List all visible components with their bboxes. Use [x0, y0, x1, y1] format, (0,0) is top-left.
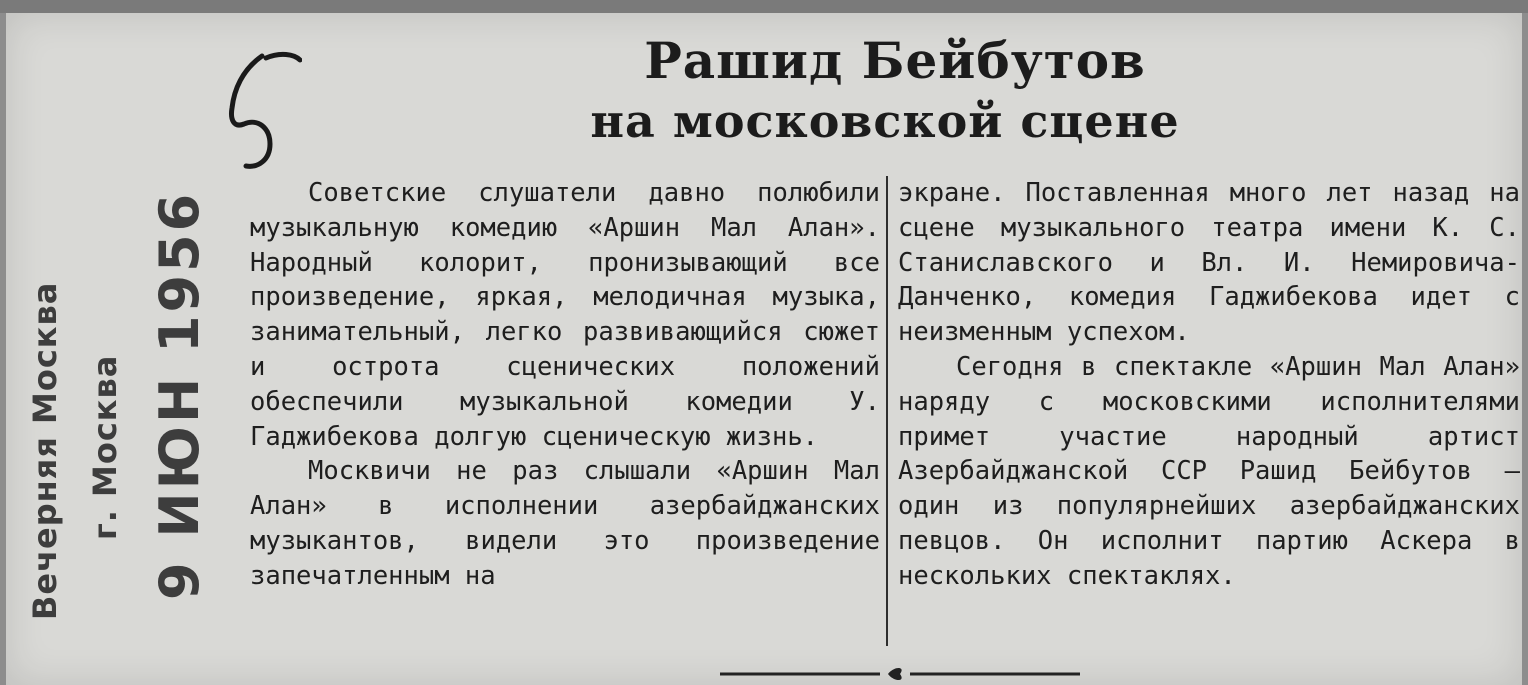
- column-divider: [886, 176, 888, 646]
- stamp-newspaper-name: Вечерняя Москва: [26, 281, 64, 620]
- handwritten-number: [222, 50, 302, 170]
- background-strip: [0, 0, 1528, 13]
- article-column-right: [898, 176, 1520, 594]
- paragraph-1: Советские слушатели давно полюбили музыкальную комедию «Аршин Мал Алан». Народный колорит, пронизывающий все произведение, яркая, мелодичная музыка, занимательный, легко развивающийся сюжет и острота сценических положений обеспечили музыкальной комедии У. Гаджибекова долгую сценическую жизнь.: [250, 178, 880, 452]
- end-ornament: [720, 664, 1080, 684]
- article-column-left: [250, 176, 880, 594]
- article-headline: [560, 30, 1230, 150]
- paragraph-3: Сегодня в спектакле «Аршин Мал Алан» наряду с московскими исполнителями примет участие народный артист Азербайджанской ССР Рашид Бейбутов — один из популярнейших азербайджанских певцов. Он исполнит партию Аскера в нескольких спектаклях.: [898, 351, 1520, 591]
- paragraph-2: Москвичи не раз слышали «Аршин Мал Алан» в исполнении азербайджанских музыкантов, видели это произведение запечатленным на: [250, 456, 880, 591]
- paragraph-2-continued: экране. Поставленная много лет назад на сцене музыкального театра имени К. С. Станиславского и Вл. И. Немировича-Данченко, комедия Гаджибекова идет с неизменным успехом.: [898, 178, 1520, 348]
- headline-line-1: Рашид Бейбутов: [644, 31, 1146, 90]
- stamp-date: 9 ИЮН 1956: [148, 190, 211, 600]
- headline-line-2: на московской сцене: [590, 94, 1180, 148]
- stamp-city: г. Москва: [86, 354, 124, 540]
